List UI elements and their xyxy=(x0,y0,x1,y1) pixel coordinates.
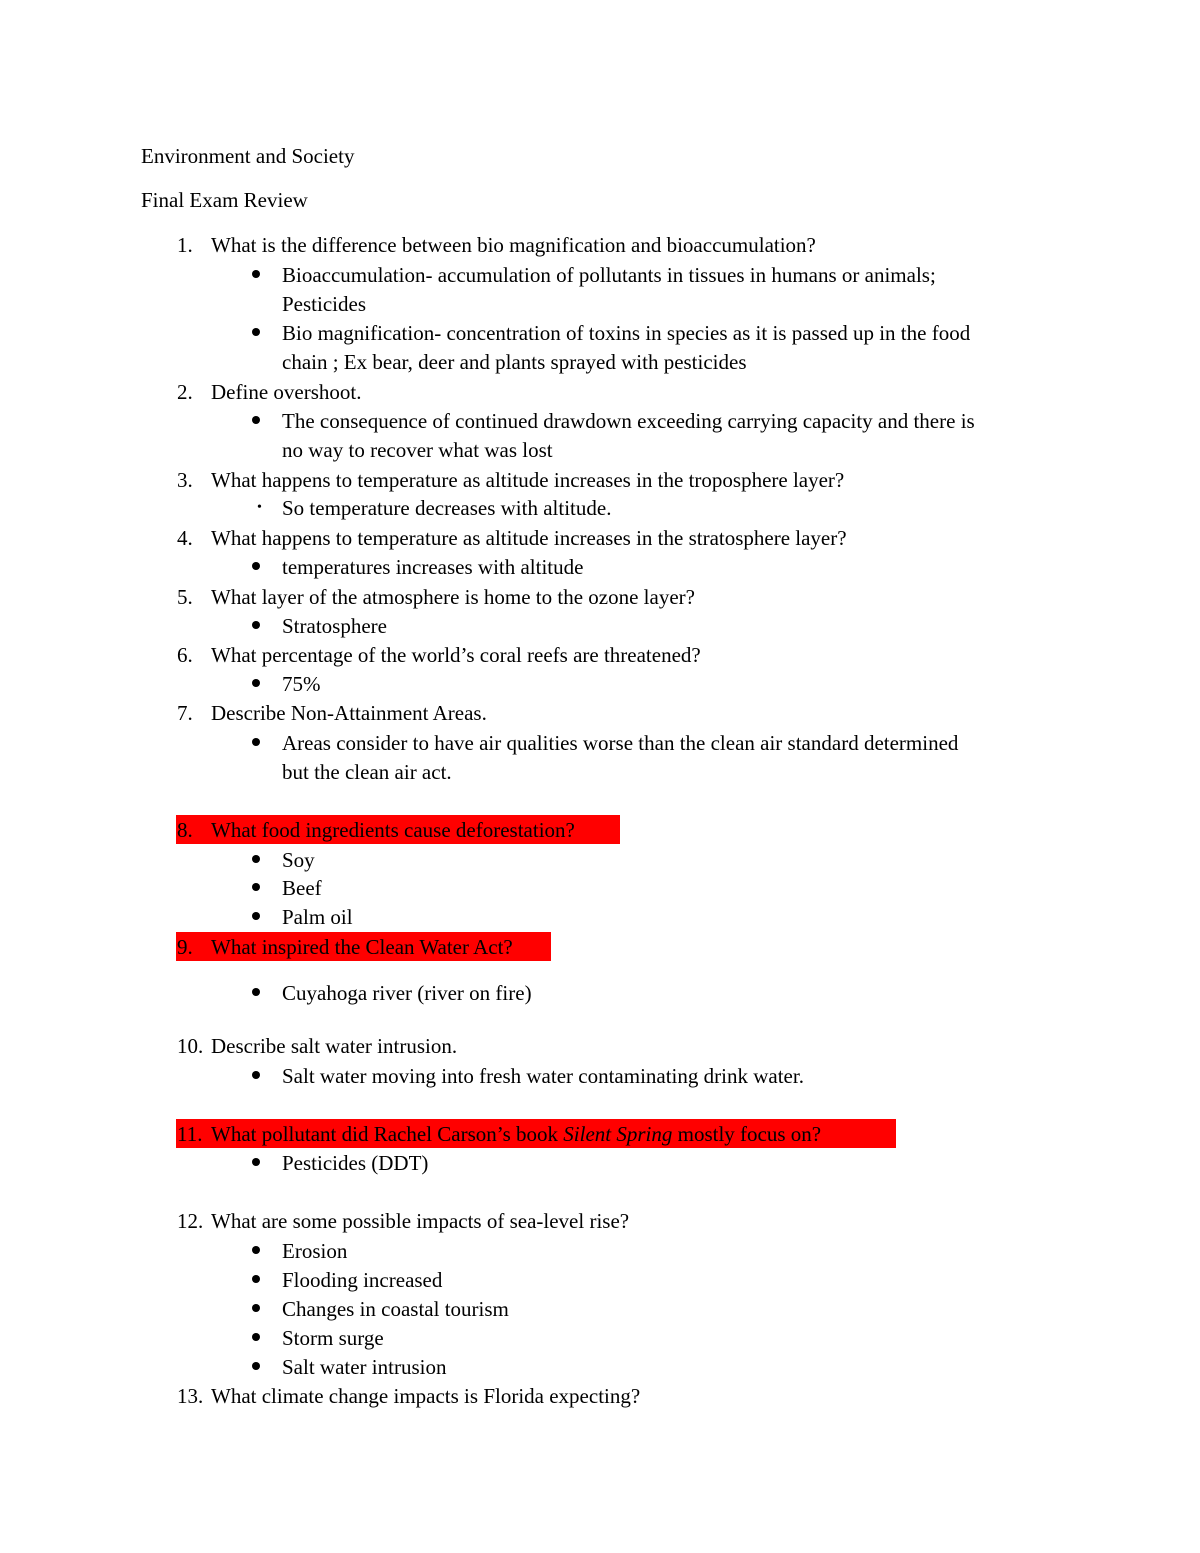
bullet-icon xyxy=(252,883,260,891)
question-text-part: What pollutant did Rachel Carson’s book xyxy=(211,1122,564,1146)
question-number: 9. xyxy=(177,935,193,959)
answer-text: chain ; Ex bear, deer and plants sprayed with pesticides xyxy=(282,350,747,374)
answer-text: no way to recover what was lost xyxy=(282,438,553,462)
bullet-icon xyxy=(252,328,260,336)
bullet-icon xyxy=(252,1304,260,1312)
answer-text: Areas consider to have air qualities worse than the clean air standard determined xyxy=(282,731,959,755)
question-text: What are some possible impacts of sea-level rise? xyxy=(211,1209,630,1233)
question-text: Describe salt water intrusion. xyxy=(211,1034,458,1058)
question-number: 1. xyxy=(177,233,193,257)
answer-text: Cuyahoga river (river on fire) xyxy=(282,981,532,1005)
bullet-icon xyxy=(252,988,260,996)
bullet-icon xyxy=(252,738,260,746)
bullet-icon xyxy=(252,1071,260,1079)
answer-text: Palm oil xyxy=(282,905,353,929)
answer-text: 75% xyxy=(282,672,321,696)
question-text: Define overshoot. xyxy=(211,380,362,404)
question-number: 4. xyxy=(177,526,193,550)
question-text: What layer of the atmosphere is home to the ozone layer? xyxy=(211,585,695,609)
bullet-icon xyxy=(252,1246,260,1254)
answer-text: Salt water intrusion xyxy=(282,1355,447,1379)
question-text xyxy=(211,1121,821,1147)
bullet-icon xyxy=(252,416,260,424)
question-number: 6. xyxy=(177,643,193,667)
answer-text: Beef xyxy=(282,876,322,900)
question-text: What percentage of the world’s coral reefs are threatened? xyxy=(211,643,701,667)
book-title: Silent Spring xyxy=(563,1122,673,1146)
question-number: 2. xyxy=(177,380,193,404)
answer-text: Storm surge xyxy=(282,1326,384,1350)
question-text: What happens to temperature as altitude increases in the troposphere layer? xyxy=(211,468,845,492)
answer-text: Soy xyxy=(282,848,315,872)
question-number: 5. xyxy=(177,585,193,609)
bullet-icon xyxy=(252,1333,260,1341)
bullet-icon xyxy=(252,912,260,920)
document-subtitle: Final Exam Review xyxy=(141,188,308,212)
answer-text: Stratosphere xyxy=(282,614,387,638)
bullet-icon xyxy=(252,1158,260,1166)
bullet-icon: • xyxy=(257,500,262,515)
answer-text: Bioaccumulation- accumulation of pollutants in tissues in humans or animals; xyxy=(282,263,936,287)
answer-text: Salt water moving into fresh water contaminating drink water. xyxy=(282,1064,804,1088)
bullet-icon xyxy=(252,270,260,278)
question-number: 12. xyxy=(177,1209,204,1233)
bullet-icon xyxy=(252,621,260,629)
bullet-icon xyxy=(252,1275,260,1283)
question-number: 7. xyxy=(177,701,193,725)
question-text: What food ingredients cause deforestation? xyxy=(211,818,575,842)
document-title: Environment and Society xyxy=(141,144,355,168)
answer-text: but the clean air act. xyxy=(282,760,452,784)
answer-text: So temperature decreases with altitude. xyxy=(282,496,612,520)
question-text: Describe Non-Attainment Areas. xyxy=(211,701,487,725)
bullet-icon xyxy=(252,562,260,570)
question-text: What is the difference between bio magnification and bioaccumulation? xyxy=(211,233,816,257)
question-text: What climate change impacts is Florida expecting? xyxy=(211,1384,641,1408)
answer-text: Flooding increased xyxy=(282,1268,443,1292)
question-number: 3. xyxy=(177,468,193,492)
question-number: 8. xyxy=(177,818,193,842)
answer-text: Erosion xyxy=(282,1239,348,1263)
question-text-part: mostly focus on? xyxy=(672,1122,822,1146)
answer-text: temperatures increases with altitude xyxy=(282,555,584,579)
answer-text: Pesticides xyxy=(282,292,366,316)
question-number: 11. xyxy=(177,1122,203,1146)
answer-text: Bio magnification- concentration of toxins in species as it is passed up in the food xyxy=(282,321,971,345)
question-text: What inspired the Clean Water Act? xyxy=(211,935,513,959)
question-number: 10. xyxy=(177,1034,204,1058)
answer-text: Changes in coastal tourism xyxy=(282,1297,509,1321)
bullet-icon xyxy=(252,855,260,863)
answer-text: The consequence of continued drawdown exceeding carrying capacity and there is xyxy=(282,409,975,433)
bullet-icon xyxy=(252,679,260,687)
question-number: 13. xyxy=(177,1384,204,1408)
question-text: What happens to temperature as altitude increases in the stratosphere layer? xyxy=(211,526,847,550)
bullet-icon xyxy=(252,1362,260,1370)
answer-text: Pesticides (DDT) xyxy=(282,1151,429,1175)
